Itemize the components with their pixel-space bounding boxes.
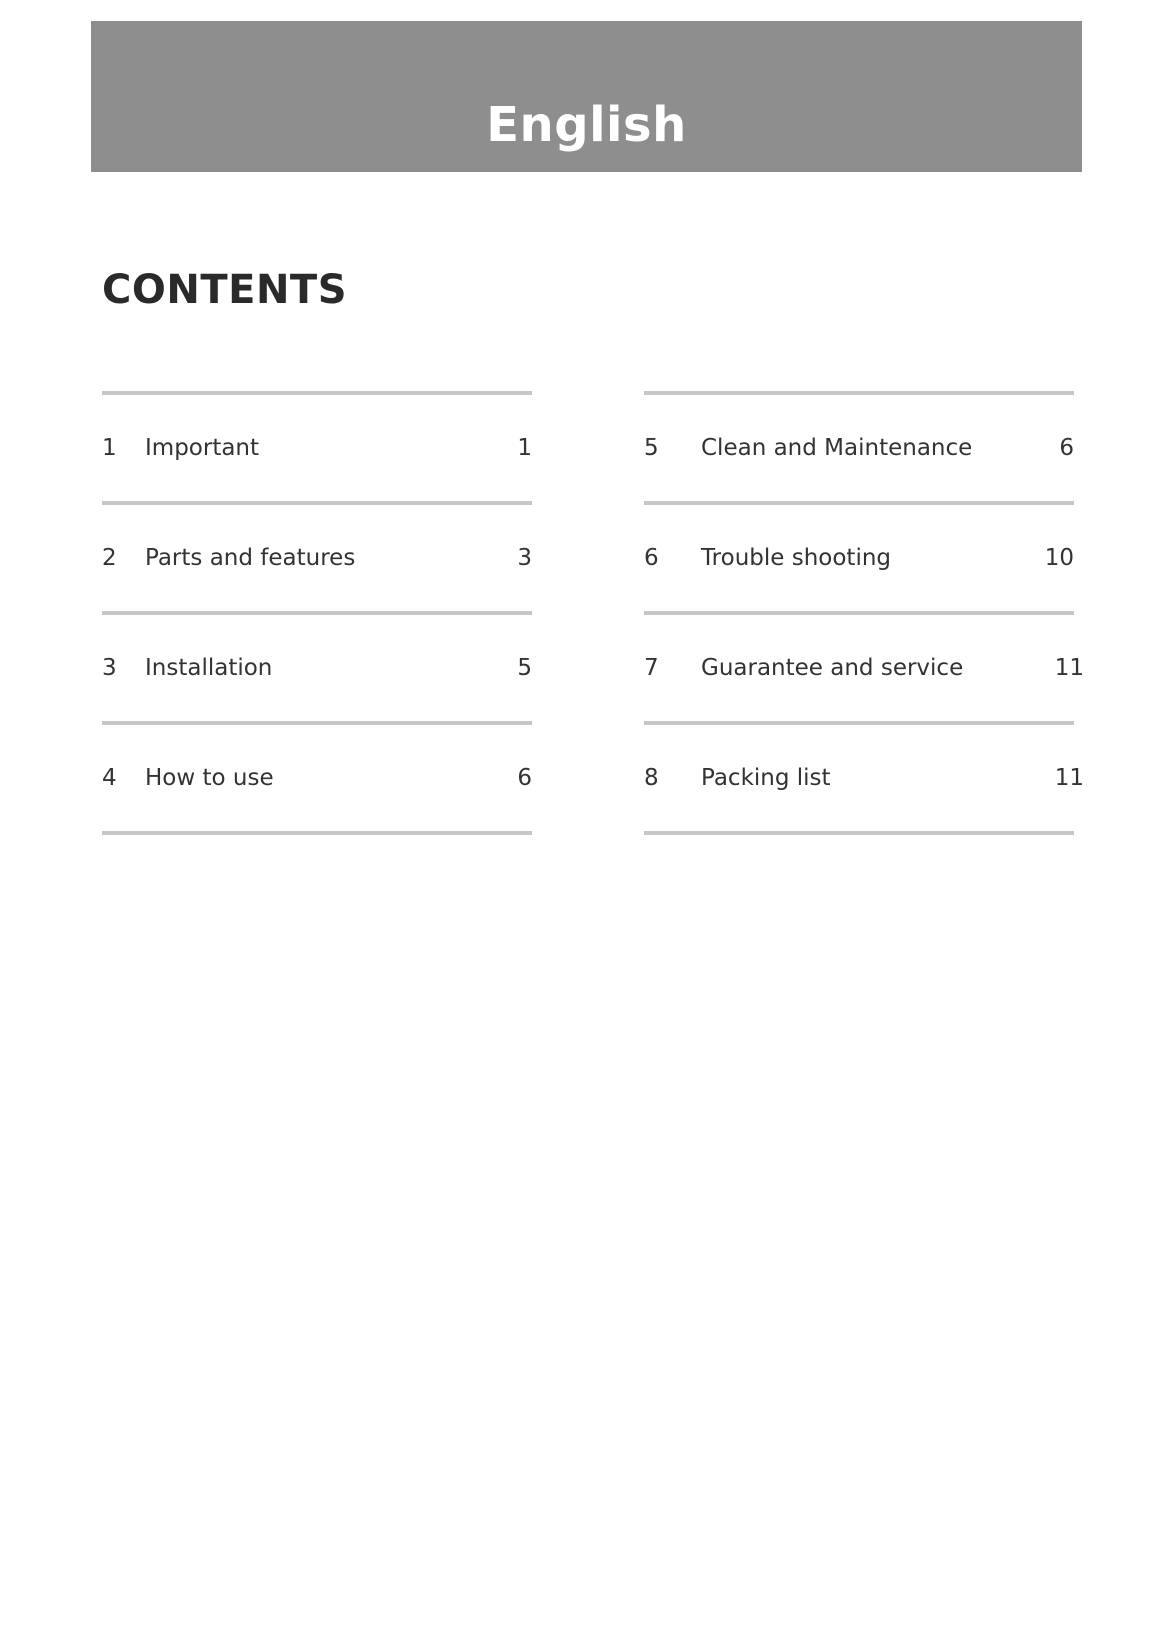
- toc-left-column: [102, 391, 532, 835]
- toc-entry-title: Installation: [145, 655, 273, 681]
- toc-entry-trouble-shooting[interactable]: [644, 505, 1074, 615]
- toc-entry-page: 1: [517, 435, 532, 461]
- toc-entry-page: 10: [1044, 545, 1074, 571]
- toc-entry-packing-list[interactable]: [644, 725, 1084, 835]
- language-header-band: [91, 21, 1082, 172]
- toc-entry-guarantee-and-service[interactable]: [644, 615, 1084, 725]
- toc-entry-parts-and-features[interactable]: [102, 505, 532, 615]
- toc-right-column: [644, 391, 1084, 835]
- language-title: English: [486, 97, 687, 153]
- toc-entry-page: 11: [1054, 765, 1084, 791]
- toc-entry-how-to-use[interactable]: [102, 725, 532, 835]
- toc-entry-installation[interactable]: [102, 615, 532, 725]
- toc-entry-page: 5: [517, 655, 532, 681]
- toc-entry-title: Important: [145, 435, 260, 461]
- toc-entry-title: Trouble shooting: [701, 545, 892, 571]
- toc-entry-title: How to use: [145, 765, 274, 791]
- toc-entry-page: 3: [517, 545, 532, 571]
- toc-entry-page: 11: [1054, 655, 1084, 681]
- toc-entry-page: 6: [517, 765, 532, 791]
- toc-entry-number: 4: [102, 765, 117, 791]
- contents-heading: CONTENTS: [102, 267, 348, 313]
- toc-entry-number: 3: [102, 655, 117, 681]
- toc-entry-number: 8: [644, 765, 659, 791]
- toc-entry-page: 6: [1059, 435, 1074, 461]
- toc-entry-title: Guarantee and service: [701, 655, 964, 681]
- toc-entry-title: Packing list: [701, 765, 831, 791]
- toc-entry-number: 1: [102, 435, 117, 461]
- toc-entry-number: 2: [102, 545, 117, 571]
- toc-entry-title: Parts and features: [145, 545, 356, 571]
- toc-entry-title: Clean and Maintenance: [701, 435, 973, 461]
- toc-entry-number: 7: [644, 655, 659, 681]
- toc-entry-number: 6: [644, 545, 659, 571]
- toc-entry-number: 5: [644, 435, 659, 461]
- toc-entry-important[interactable]: [102, 395, 532, 505]
- toc-entry-clean-and-maintenance[interactable]: [644, 395, 1074, 505]
